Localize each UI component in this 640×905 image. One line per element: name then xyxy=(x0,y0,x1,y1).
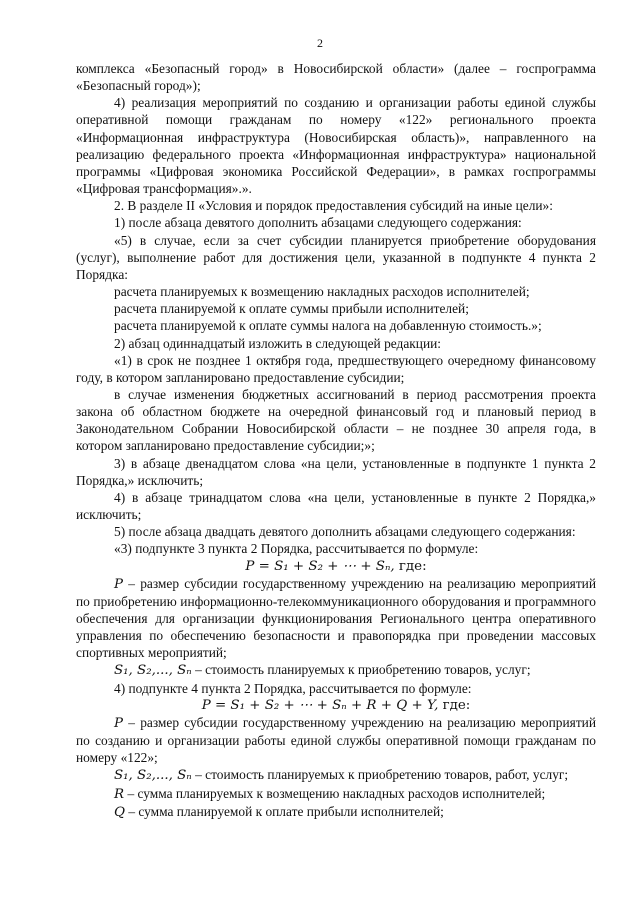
paragraph-text: 4) в абзаце тринадцатом слова «на цели, установленные в пункте 2 Порядка,» исключить; xyxy=(76,489,596,523)
paragraph-text: «1) в срок не позднее 1 октября года, предшествующего очередному финансовому году, в котором запланировано предоставление субсидии; xyxy=(76,352,596,385)
paragraph-text: комплекса «Безопасный город» в Новосибирской области» (далее – госпрограмма «Безопасный город»); xyxy=(76,61,596,94)
formula-line xyxy=(76,697,596,714)
paragraph-text: расчета планируемых к возмещению накладных расходов исполнителей; xyxy=(114,284,530,300)
paragraph-text: 5) после абзаца двадцать девятого дополнить абзацами следующего содержания: xyxy=(114,524,576,540)
math-expression: Q xyxy=(114,804,125,820)
paragraph-text: «5) в случае, если за счет субсидии планируется приобретение оборудования (услуг), выполнение работ для достижения цели, указанной в подпункте 4 пункта 2 Порядка: xyxy=(76,232,596,282)
paragraph-text: где: xyxy=(438,697,471,713)
paragraph-text: 2. В разделе II «Условия и порядок предоставления субсидий на иные цели»: xyxy=(114,198,553,214)
paragraph xyxy=(76,455,596,489)
math-expression: S₁, S₂,..., Sₙ xyxy=(114,663,192,679)
math-expression: R xyxy=(114,786,125,802)
paragraph-text: 4) реализация мероприятий по созданию и организации работы единой службы оперативной помощи гражданам по номеру «122» регионального проекта «Информационная инфраструктура (Новосибирская область)», направленного на реализацию федерального проекта «Информационная инфраструктура» национальной программы «Цифровая экономика Российской Федерации», в рамках госпрограммы «Цифровая трансформация».». xyxy=(76,95,596,197)
paragraph xyxy=(76,352,596,386)
math-expression: P xyxy=(114,576,124,592)
paragraph xyxy=(76,766,596,784)
paragraph xyxy=(76,523,596,540)
paragraph xyxy=(76,661,596,679)
paragraph-text: – стоимость планируемых к приобретению товаров, работ, услуг; xyxy=(191,767,569,783)
formula-line xyxy=(76,558,596,575)
paragraph xyxy=(76,317,596,334)
paragraph xyxy=(76,335,596,352)
paragraph-text: – стоимость планируемых к приобретению товаров, услуг; xyxy=(191,662,531,678)
math-expression: P = S₁ + S₂ + ⋯ + Sₙ, xyxy=(245,558,395,574)
paragraph xyxy=(76,489,596,523)
paragraph-text: 3) в абзаце двенадцатом слова «на цели, установленные в подпункте 1 пункта 2 Порядка,» исключить; xyxy=(76,455,596,488)
paragraph-text: где: xyxy=(394,558,427,574)
paragraph-text: 4) подпункте 4 пункта 2 Порядка, рассчитывается по формуле: xyxy=(114,680,472,696)
paragraph-text: – сумма планируемой к оплате прибыли исполнителей; xyxy=(124,803,444,819)
document-body xyxy=(76,60,596,821)
paragraph xyxy=(76,232,596,283)
paragraph xyxy=(76,575,596,662)
paragraph xyxy=(76,680,596,697)
paragraph-text: расчета планируемой к оплате суммы налога на добавленную стоимость.»; xyxy=(114,318,542,334)
page-number: 2 xyxy=(317,36,323,50)
paragraph-text: 1) после абзаца девятого дополнить абзацами следующего содержания: xyxy=(114,215,522,231)
paragraph xyxy=(76,785,596,803)
paragraph xyxy=(76,386,596,455)
paragraph xyxy=(76,803,596,821)
math-expression: P xyxy=(114,715,124,731)
paragraph-text: – сумма планируемых к возмещению накладных расходов исполнителей; xyxy=(124,785,546,801)
paragraph xyxy=(76,197,596,214)
paragraph xyxy=(76,714,596,766)
paragraph-text: в случае изменения бюджетных ассигнований в период рассмотрения проекта закона об областном бюджете на очередной финансовый год и плановый период в Законодательном Собрании Новосибирской области – не позднее 30 апреля года, в котором запланировано предоставление субсидии;»; xyxy=(76,386,596,454)
paragraph-text: 2) абзац одиннадцатый изложить в следующей редакции: xyxy=(114,335,442,351)
paragraph-text: расчета планируемой к оплате суммы прибыли исполнителей; xyxy=(114,301,469,317)
paragraph-text: – размер субсидии государственному учреждению на реализацию мероприятий по созданию и организации работы единой службы оперативной помощи гражданам по номеру «122»; xyxy=(76,714,596,766)
math-expression: P = S₁ + S₂ + ⋯ + Sₙ + R + Q + Y, xyxy=(201,697,439,713)
paragraph xyxy=(76,540,596,557)
paragraph xyxy=(76,60,596,94)
paragraph xyxy=(76,283,596,300)
math-expression: S₁, S₂,..., Sₙ xyxy=(114,768,192,784)
paragraph-text: – размер субсидии государственному учреждению на реализацию мероприятий по приобретению информационно-телекоммуникационного оборудования и программного обеспечения для организации функционирования Регионального центра оперативного управления по обеспечению безопасности и правопорядка при проведении массовых спортивных мероприятий; xyxy=(76,575,596,661)
paragraph-text: «3) подпункте 3 пункта 2 Порядка, рассчитывается по формуле: xyxy=(114,541,479,557)
paragraph xyxy=(76,214,596,231)
paragraph xyxy=(76,94,596,197)
paragraph xyxy=(76,300,596,317)
